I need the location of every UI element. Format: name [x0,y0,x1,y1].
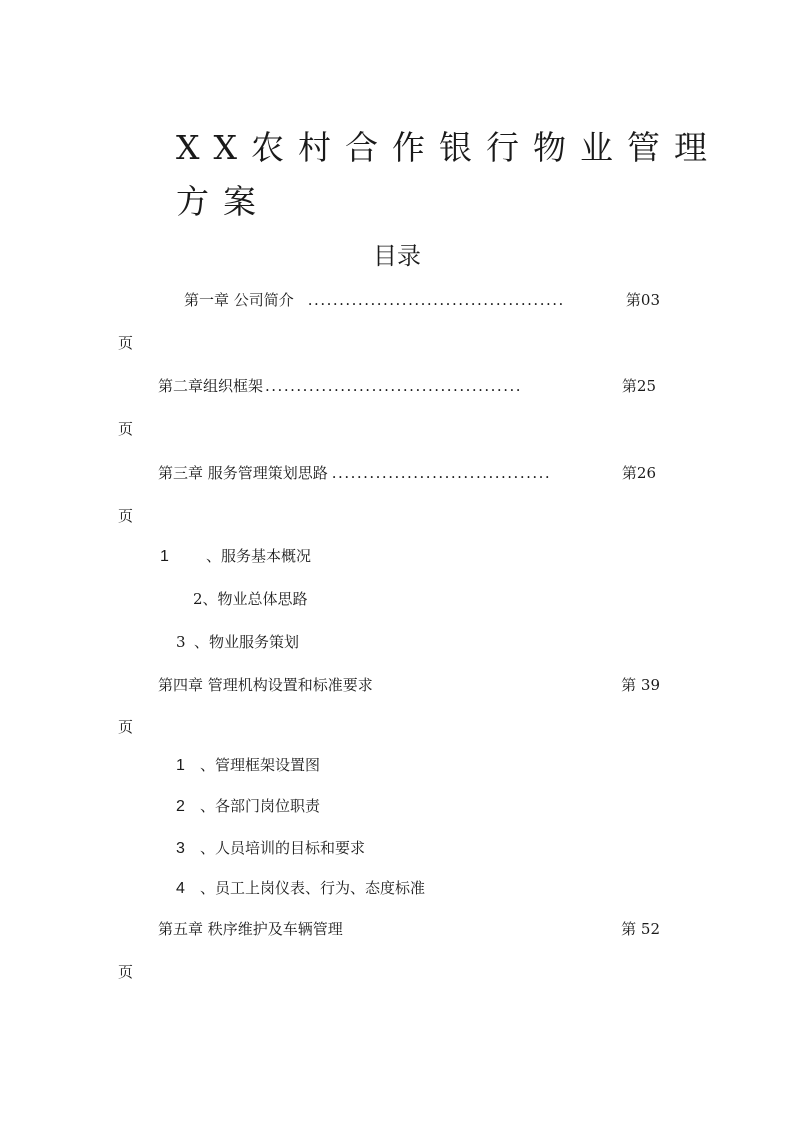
toc-subitem-text: 、服务基本概况 [206,547,312,565]
toc-entry-chapter-3[interactable] [158,462,656,483]
toc-heading: 目录 [373,242,421,270]
toc-page-suffix: 页 [118,718,134,736]
toc-page-suffix: 页 [118,507,134,525]
toc-subitem[interactable] [176,754,320,775]
toc-entry-label: 第四章 管理机构设置和标准要求 [158,676,373,694]
document-title-line-2: 方案 [176,182,270,221]
toc-page-suffix: 页 [118,334,134,352]
toc-subitem-number: 2 [193,590,203,608]
toc-page-number: 第25 [621,377,656,395]
toc-subitem-text: 、物业服务策划 [194,633,300,651]
toc-subitem[interactable] [176,631,299,652]
toc-subitem-number: 1 [160,548,169,565]
toc-subitem[interactable] [176,877,425,898]
toc-entry-chapter-4[interactable] [158,674,660,695]
toc-subitem-number: 1 [176,757,185,774]
toc-subitem[interactable] [160,545,311,566]
toc-page-number: 第26 [621,464,656,482]
toc-subitem-text: 、各部门岗位职责 [200,797,321,815]
toc-subitem[interactable] [176,795,320,816]
toc-subitem[interactable] [193,588,308,609]
toc-subitem-number: 2 [176,798,185,815]
toc-page-number: 第03 [625,291,660,309]
toc-leader-dots: ................................... [331,464,552,482]
document-title-line-1: XX农村合作银行物业管理 [176,128,721,167]
toc-entry-label: 第五章 秩序维护及车辆管理 [158,920,343,938]
toc-subitem-text: 、物业总体思路 [202,590,308,608]
toc-page-suffix: 页 [118,963,134,981]
toc-entry-chapter-2[interactable] [158,375,656,396]
toc-entry-label: 第二章组织框架 [158,377,264,395]
toc-subitem-text: 、管理框架设置图 [200,756,321,774]
toc-subitem-text: 、员工上岗仪表、行为、态度标准 [200,879,426,897]
toc-subitem-number: 3 [176,840,185,857]
toc-leader-dots: ......................................... [307,291,565,309]
toc-subitem-number: 3 [176,633,186,651]
toc-entry-chapter-1[interactable] [184,289,660,310]
toc-page-suffix: 页 [118,420,134,438]
toc-subitem[interactable] [176,837,365,858]
toc-page-number: 第 39 [621,676,660,694]
toc-subitem-number: 4 [176,880,185,897]
toc-page-number: 第 52 [621,920,660,938]
toc-leader-dots: ......................................... [265,377,523,395]
toc-entry-chapter-5[interactable] [158,918,660,939]
toc-entry-label: 第一章 公司简介 [184,291,294,309]
toc-subitem-text: 、人员培训的目标和要求 [200,839,366,857]
toc-entry-label: 第三章 服务管理策划思路 [158,464,328,482]
